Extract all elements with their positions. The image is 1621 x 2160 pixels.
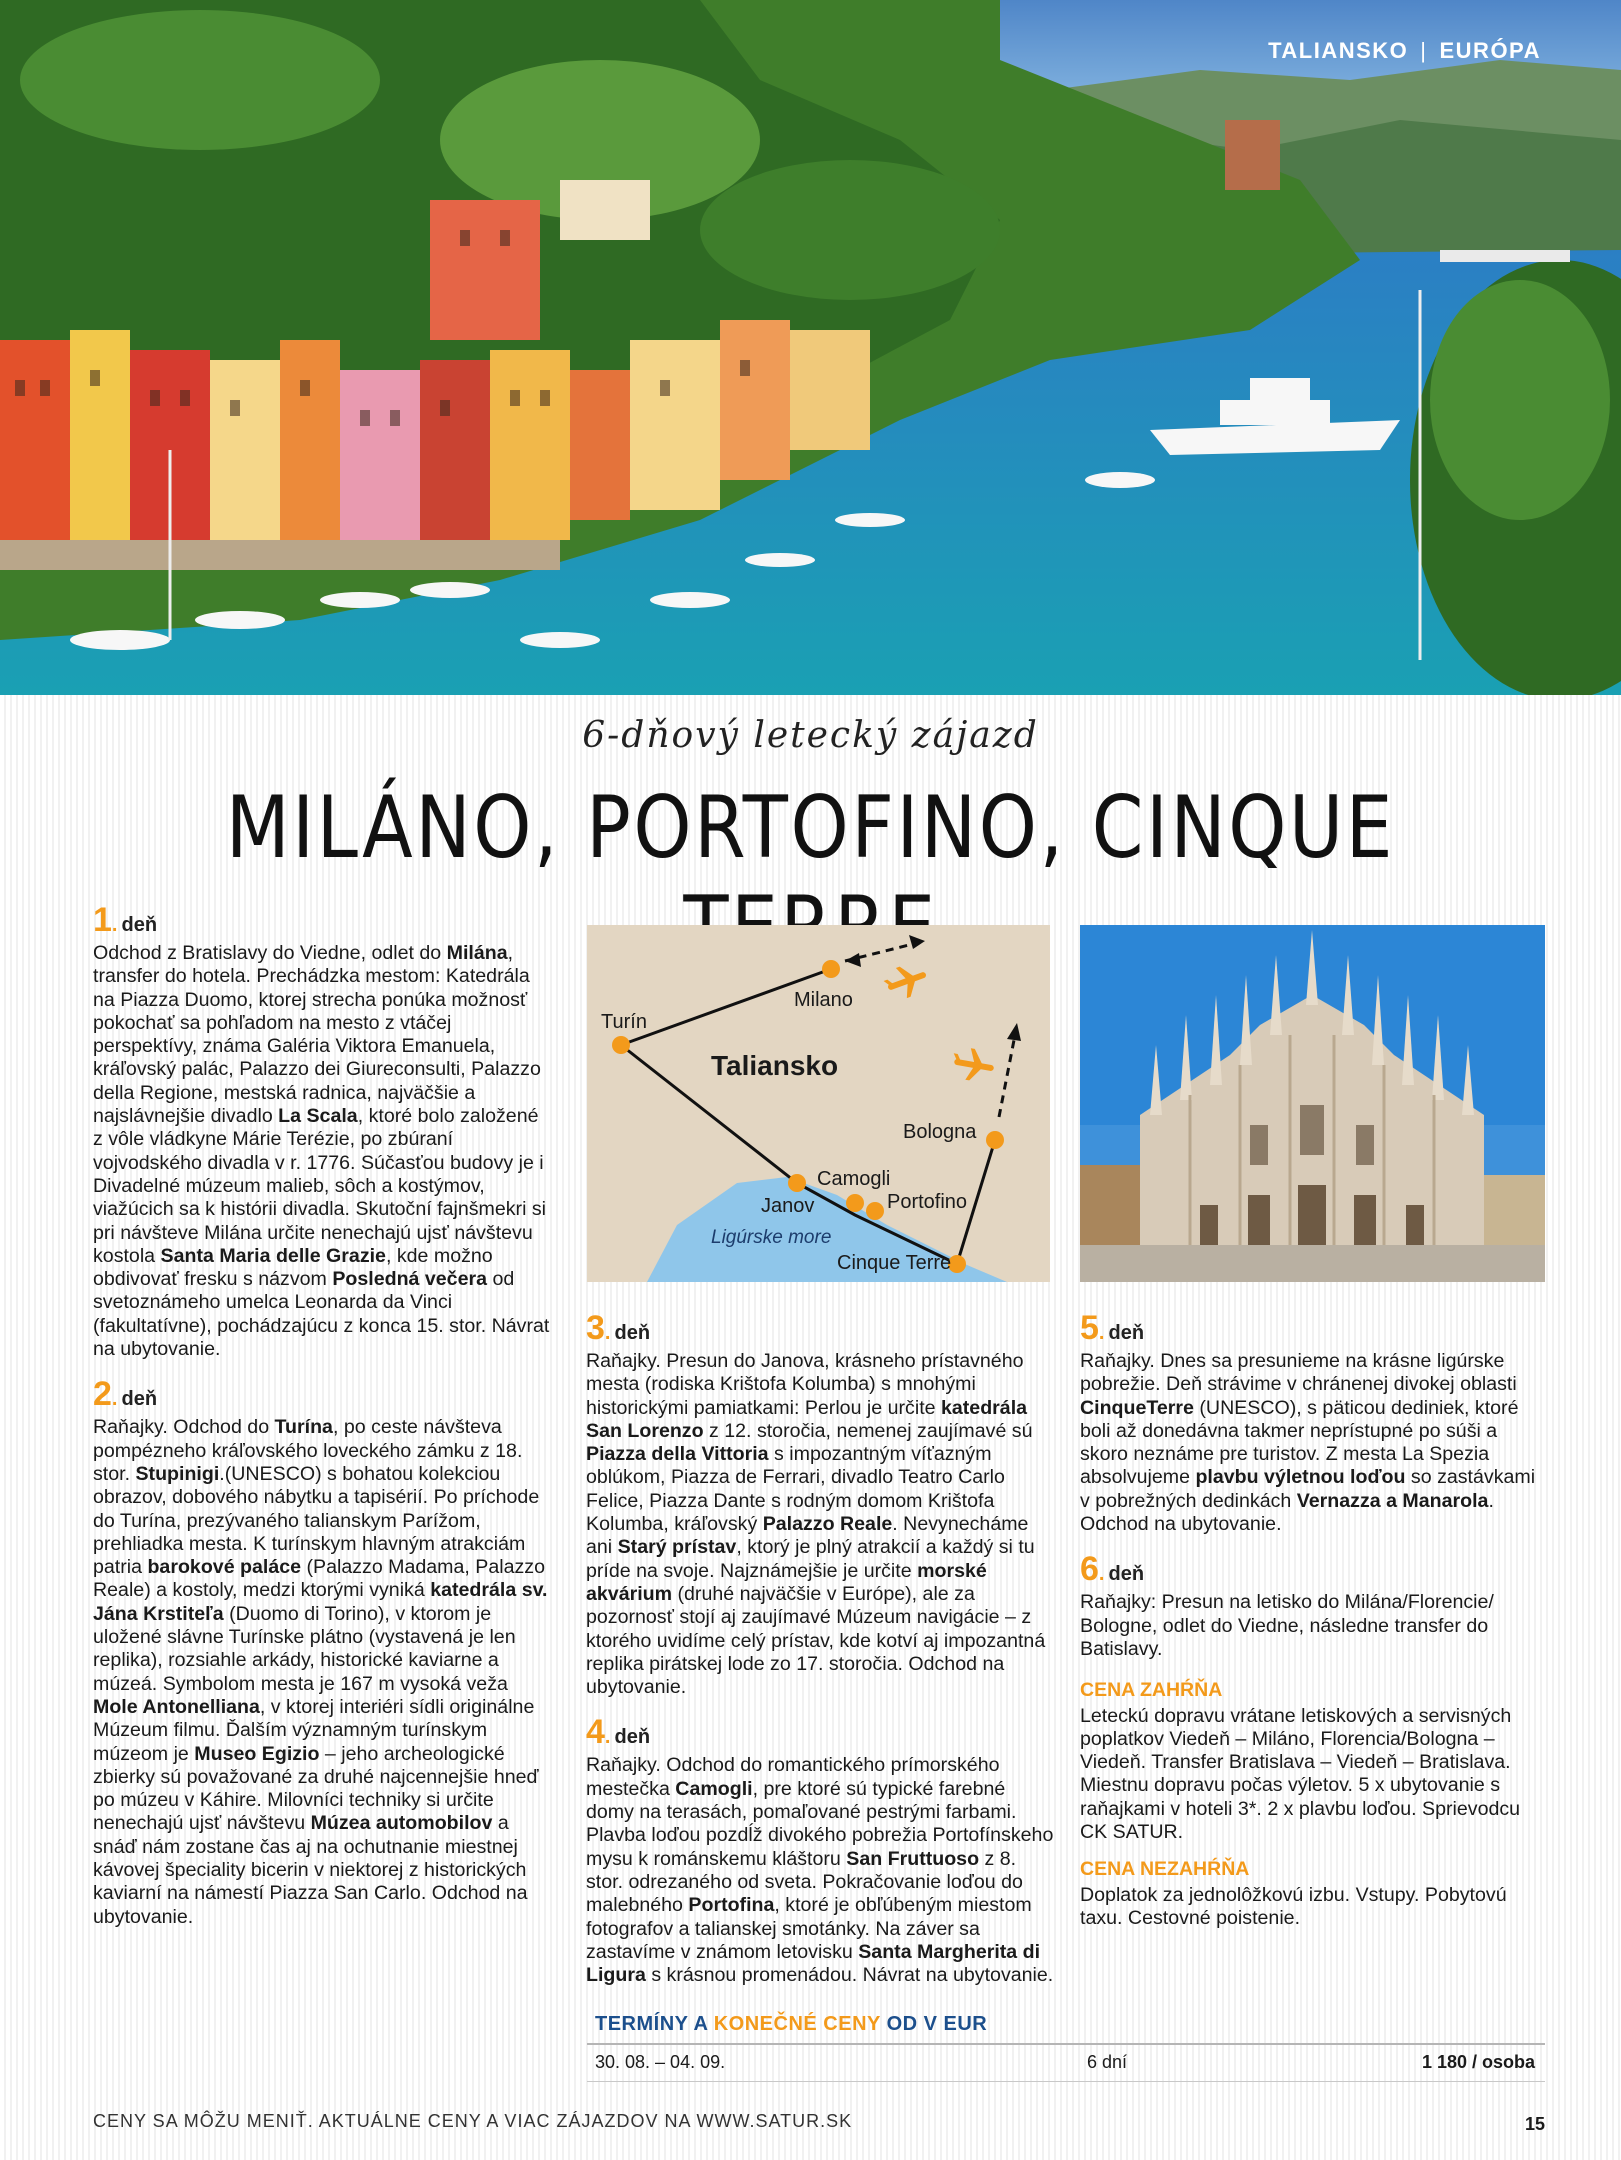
day-1-block [93,901,553,1361]
day-label: deň [1108,1322,1145,1344]
trip-subtitle: 6-dňový letecký zájazd [582,715,1039,756]
day-number: 3 . [586,1313,610,1348]
day-3-text: Raňajky. Presun do Janova, krásneho prístavného mesta (rodiska Krištofa Kolumba) s mnohými historickými pamiatkami: Perlou je určite katedrála San Lorenzo z 12. storočia, nemenej zaujímavé sú Piazza della Vittoria s impozantným víťazným oblúkom, Piazza de Ferrari, divadlo Teatro Carlo Felice, Piazza Dante s rodným domom Krištofa Kolumba, kráľovský Palazzo Reale. Nevynecháme ani Starý prístav, ktorý je plný atrakcií a každý si tu príde na svoje. Najznámejšie je určite morské akvárium (druhé najväčšie v Európe), ale za pozornosť stojí aj zaujímavé Múzeum navigácie – z ktorého uvidíme celý prístav, kde kotví aj impozantná replika pirátskej lode zo 17. storočia. Odchod na ubytovanie. [586,1350,1046,1699]
route-map [587,925,1050,1282]
day-label: deň [614,1726,651,1749]
portofino-harbor-illustration [0,0,1621,695]
day-label: deň [1108,1563,1145,1586]
country-label-map: Taliansko [711,1050,839,1081]
city-label-janov: Janov [761,1195,815,1217]
city-label-camogli: Camogli [817,1168,891,1190]
day-2-block [93,1375,553,1929]
day-4-block [586,1713,1056,1987]
day-6-block [1080,1550,1540,1661]
milan-cathedral-illustration [1080,925,1545,1282]
city-label-cinque-terre: Cinque Terre [837,1252,952,1274]
region-label: EURÓPA [1439,38,1541,63]
day-5-block [1080,1309,1540,1536]
hero-photo-portofino [0,0,1621,695]
terms-title-part-1: TERMÍNY A [595,2013,708,2035]
milano-marker [822,960,840,978]
portofino-marker [866,1202,884,1220]
price-included-title: CENA ZAHŔŇA [1080,1679,1223,1702]
day-label: deň [121,1388,158,1411]
milan-cathedral-photo [1080,925,1545,1282]
plane-icon [881,959,931,1003]
day-3-block [586,1309,1056,1699]
day-number: 1 . [93,905,117,940]
terms-price: 1 180 / osoba [1421,2052,1535,2072]
plane-icon [950,1045,997,1084]
sea-label: Ligúrske more [711,1227,832,1248]
day-number: 4 . [586,1717,610,1752]
price-excluded-text: Doplatok za jednolôžkovú izbu. Vstupy. Pobytovú taxu. Cestovné poistenie. [1080,1883,1507,1929]
price-excluded-block [1080,1858,1540,1930]
camogli-marker [846,1194,864,1212]
itinerary-column-1 [93,901,553,1947]
itinerary-column-2 [586,1309,1056,2005]
janov-marker [788,1174,806,1192]
terms-title-part-3: OD V EUR [886,2013,988,2035]
price-included-block [1080,1679,1540,1844]
route-map-graphic [587,925,1050,1282]
day-4-text: Raňajky. Odchod do romantického prímorského mestečka Camogli, pre ktoré sú typické farebné domy na terasách, pomaľované pestrými farbami. Plavba loďou pozdĺž divokého pobrežia Portofínskeho mysu k románskemu kláštoru San Fruttuoso z 8. stor. odrezaného od sveta. Pokračovanie loďou do malebného Portofina, ktoré je obľúbeným miestom fotografov a talianskej smotánky. Na záver sa zastavíme v známom letovisku Santa Margherita di Ligura s krásnou promenádou. Návrat na ubytovanie. [586,1754,1054,1987]
day-6-text: Raňajky: Presun na letisko do Milána/Florencie/ Bologne, odlet do Viedne, následne transfer do Batislavy. [1080,1591,1494,1660]
price-excluded-title: CENA NEZAHŔŇA [1080,1858,1250,1881]
terms-divider-bottom [587,2081,1545,2082]
city-label-milano: Milano [794,989,853,1011]
trip-title: MILÁNO, PORTOFINO, CINQUE [225,778,1396,878]
day-5-text: Raňajky. Dnes sa presunieme na krásne ligúrske pobrežie. Deň strávime v chránenej divokej oblasti CinqueTerre (UNESCO), s päticou dediniek, ktoré boli až donedávna takmer neprístupné po súši a skoro neznáme pre turistov. Z mesta La Spezia absolvujeme plavbu výletnou loďou so zastávkami v pobrežných dedinkách Vernazza a Manarola. Odchod na ubytovanie. [1080,1350,1536,1536]
price-included-text: Leteckú dopravu vrátane letiskových a servisných poplatkov Viedeň – Miláno, Florencia/Bologna – Viedeň. Transfer Bratislava – Viedeň – Bratislava. Miestnu dopravu počas výletov. 5 x ubytovanie s raňajkami v hoteli 3*. 2 x plavbu loďou. Sprievodcu CK SATUR. [1080,1704,1521,1844]
day-number: 2 . [93,1379,117,1414]
itinerary-column-3 [1080,1309,1540,1930]
day-2-text: Raňajky. Odchod do Turína, po ceste návšteva pompézneho kráľovského loveckého zámku z 18. stor. Stupinigi.(UNESCO) s bohatou kolekciou obrazov, dobového nábytku a tapisérií. Po príchode do Turína, prezývaného talianskym Parížom, prehliadka mesta. K turínskym hlavným atrakciám patria barokové paláce (Palazzo Madama, Palazzo Reale) a kostoly, medzi ktorými vyniká katedrála sv. Jána Krstiteľa (Duomo di Torino), v ktorom je uložené slávne Turínske plátno (vystavená je len replika), rozsiahle arkády, historické kaviarne a múzeá. Symbolom mesta je 167 m vysoká veža Mole Antonelliana, v ktorej interiéri sídli originálne Múzeum filmu. Ďalším významným turínskym múzeom je Museo Egizio – jeho archeologické zbierky sú považované za druhé najcennejšie hneď po múzeu v Káhire. Milovníci techniky si určite nenechajú ujsť návštevu Múzea automobilov a snáď nám zostane čas aj na ochutnanie miestnej kávovej špeciality bicerin v niektorej z historických kaviarní na námestí Piazza San Carlo. Odchod na ubytovanie. [93,1416,548,1928]
day-label: deň [121,914,158,936]
terms-dates: 30. 08. – 04. 09. [595,2052,726,2072]
day-label: deň [614,1322,651,1344]
city-label-portofino: Portofino [887,1191,968,1213]
terms-row [595,2052,1535,2076]
day-number: 6 . [1080,1554,1104,1589]
country-label: TALIANSKO [1268,38,1409,63]
terms-duration: 6 dní [1087,2052,1128,2072]
turin-marker [612,1036,630,1054]
city-label-bologna: Bologna [903,1121,977,1143]
country-region-tag: TALIANSKO | EURÓPA [1268,38,1541,63]
terms-title-part-2: KONEČNÉ CENY [713,2013,881,2035]
footer-note: CENY SA MÔŽU MENIŤ. AKTUÁLNE CENY A VIAC ZÁJAZDOV NA WWW.SATUR.SK [93,2111,853,2131]
bologna-marker [986,1131,1004,1149]
day-number: 5 . [1080,1313,1104,1348]
day-1-text: Odchod z Bratislavy do Viedne, odlet do Milána, transfer do hotela. Prechádzka mestom: Katedrála na Piazza Duomo, ktorej strecha ponúka možnosť pokochať sa pohľadom na mesto z vtáčej perspektívy, známa Galéria Viktora Emanuela, kráľovský palác, Palazzo dei Giureconsulti, Palazzo della Regione, mestská radnica, najväčšie a najslávnejšie divadlo La Scala, ktoré bolo založené z vôle vládkyne Márie Terézie, po zbúraní vojvodského divadla v r. 1776. Súčasťou budovy je i Divadelné múzeum malieb, sôch a kostýmov, viažúcich sa k histórii divadla. Skutoční fajnšmekri si pri návšteve Milána určite nenechajú ujsť návštevu kostola Santa Maria delle Grazie, kde možno obdivovať fresku s názvom Posledná večera od svetoznámeho umelca Leonarda da Vinci (fakultatívne), pochádzajúcu z konca 15. stor. Návrat na ubytovanie. [93,942,550,1361]
terms-title [595,2013,987,2036]
city-label-turin: Turín [601,1011,647,1033]
page-number: 15 [1524,2114,1545,2134]
terms-divider [587,2043,1545,2045]
